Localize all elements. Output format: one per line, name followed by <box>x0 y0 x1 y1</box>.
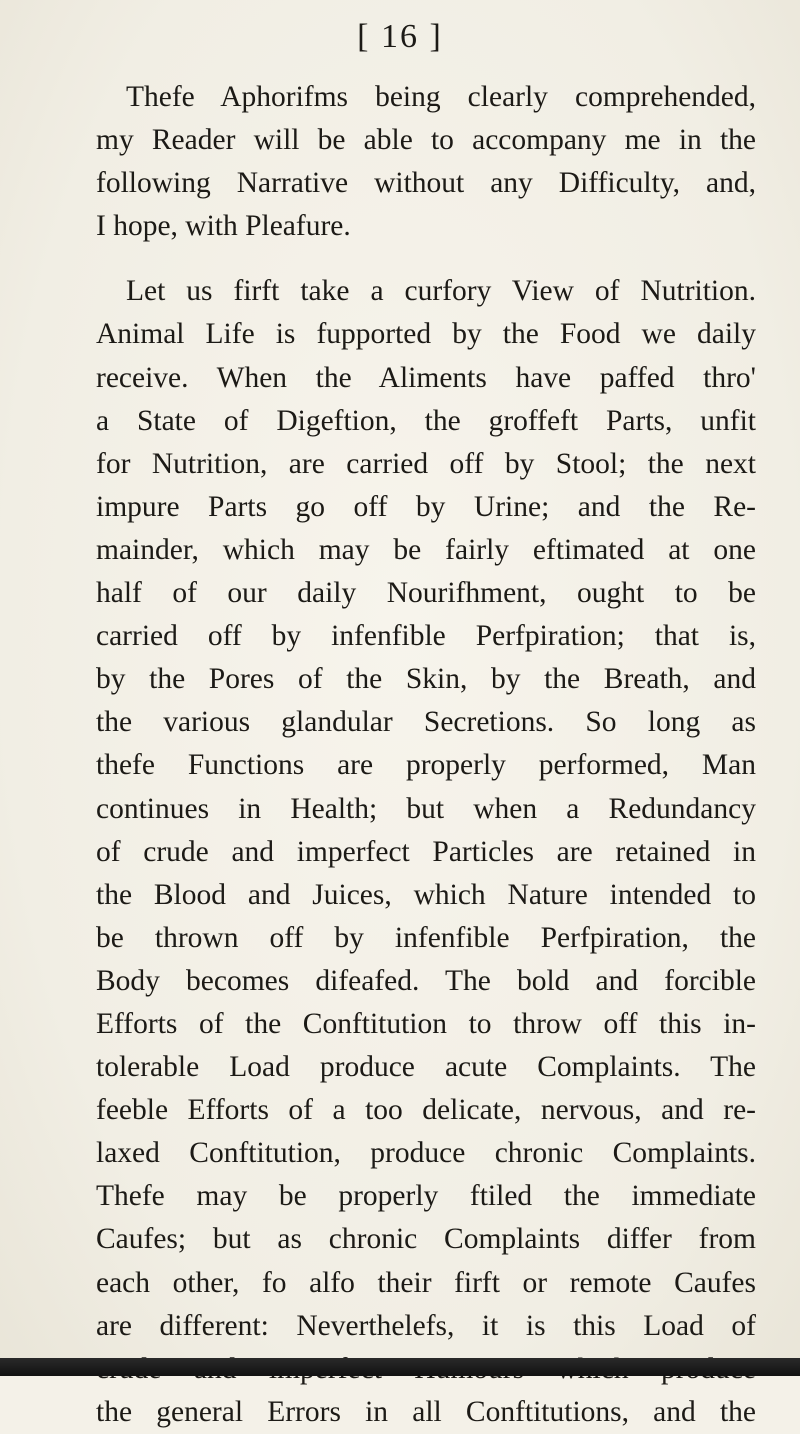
text-line: tolerable Load produce acute Complaints. The <box>96 1051 756 1084</box>
text-line: the various glandular Secretions. So long as <box>96 706 756 739</box>
text-line: Body becomes difeafed. The bold and forcible <box>96 964 756 997</box>
text-line: my Reader will be able to accompany me in the <box>96 124 756 157</box>
paragraph-nutrition <box>96 270 756 1434</box>
paragraph-gap <box>96 248 756 270</box>
text-line: are different: Neverthelefs, it is this Load of <box>96 1309 756 1342</box>
text-line: the general Errors in all Conftitutions, and the <box>96 1395 756 1428</box>
text-line: carried off by infenfible Perfpiration; that is, <box>96 620 756 653</box>
text-line: half of our daily Nourifhment, ought to be <box>96 577 756 610</box>
text-line: be thrown off by infenfible Perfpiration, the <box>96 921 756 954</box>
text-line: impure Parts go off by Urine; and the Re- <box>96 490 756 523</box>
text-line: continues in Health; but when a Redundancy <box>96 792 756 825</box>
text-line: Thefe Aphorifms being clearly comprehended, <box>126 81 756 113</box>
text-line: feeble Efforts of a too delicate, nervous, and re- <box>96 1094 756 1127</box>
paragraph-aphorisms <box>96 76 756 248</box>
body-text <box>96 76 756 1434</box>
text-line: each other, fo alfo their firft or remote Caufes <box>96 1266 756 1299</box>
text-line: Let us firft take a curfory View of Nutrition. <box>126 275 756 308</box>
text-line: Thefe may be properly ftiled the immediate <box>96 1180 756 1213</box>
text-line: a State of Digeftion, the groffeft Parts, unfit <box>96 404 756 437</box>
text-line: by the Pores of the Skin, by the Breath, and <box>96 663 756 696</box>
text-line: of crude and imperfect Particles are retained in <box>96 835 756 868</box>
text-line: thefe Functions are properly performed, Man <box>96 749 756 782</box>
text-line: mainder, which may be fairly eftimated at one <box>96 533 756 566</box>
text-line: for Nutrition, are carried off by Stool; the next <box>96 447 756 480</box>
text-line: the Blood and Juices, which Nature intended to <box>96 878 756 911</box>
text-line: Caufes; but as chronic Complaints differ from <box>96 1223 756 1256</box>
page-number: [ 16 ] <box>357 18 443 55</box>
text-line: laxed Conftitution, produce chronic Complaints. <box>96 1137 756 1170</box>
text-line: receive. When the Aliments have paffed thro' <box>96 361 756 394</box>
text-line: I hope, with Pleafure. <box>96 210 351 243</box>
text-line: Animal Life is fupported by the Food we daily <box>96 318 756 351</box>
scan-edge-shadow <box>0 1358 800 1376</box>
text-line: following Narrative without any Difficulty, and, <box>96 167 756 200</box>
text-line: Efforts of the Conftitution to throw off this in- <box>96 1007 756 1040</box>
